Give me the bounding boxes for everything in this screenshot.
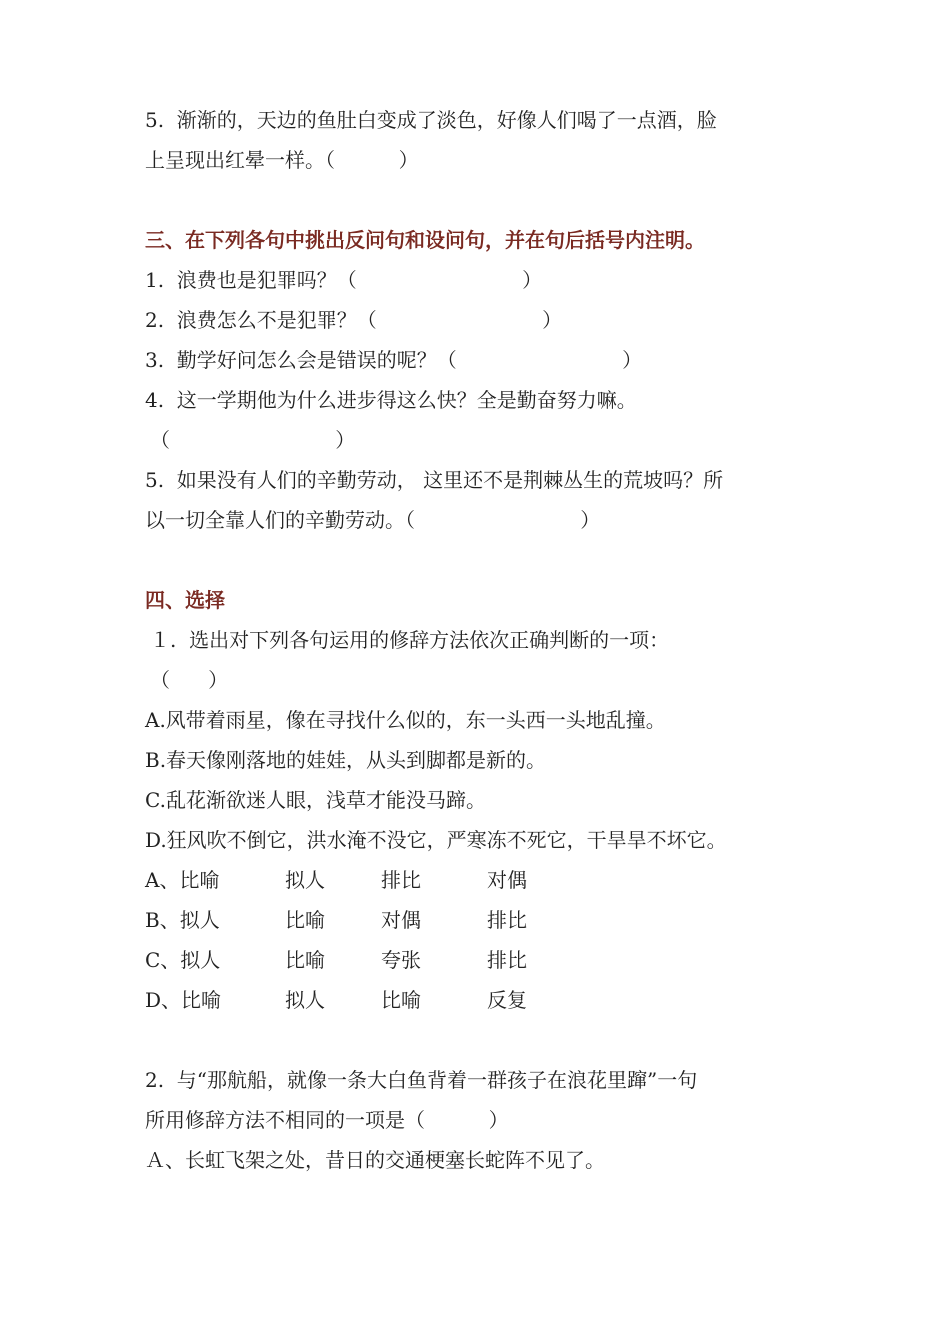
option-cell: 反复: [487, 988, 527, 1012]
s4-q2-line2: 所用修辞方法不相同的一项是（ ）: [145, 1108, 509, 1132]
option-cell: 夸张: [381, 948, 421, 972]
s3-q3: 3. 勤学好问怎么会是错误的呢？（ ）: [145, 348, 643, 372]
section3-heading: 三、在下列各句中挑出反问句和设问句，并在句后括号内注明。: [145, 228, 705, 252]
s3-q2: 2. 浪费怎么不是犯罪？（ ）: [145, 308, 563, 332]
option-cell: 比喻: [381, 988, 421, 1012]
option-cell: A、比喻: [145, 868, 220, 892]
option-cell: 对偶: [381, 908, 421, 932]
option-cell: 拟人: [285, 868, 325, 892]
s3-q5-line1: 5. 如果没有人们的辛勤劳动， 这里还不是荆棘丛生的荒坡吗？所: [145, 468, 724, 492]
option-cell: 排比: [487, 948, 527, 972]
option-cell: C、拟人: [145, 948, 221, 972]
s4-q2-line1: 2. 与“那航船，就像一条大白鱼背着一群孩子在浪花里蹿”一句: [145, 1068, 698, 1092]
s4-sentence-b: B.春天像刚落地的娃娃，从头到脚都是新的。: [145, 748, 547, 772]
s2-q5-line1: 5. 渐渐的，天边的鱼肚白变成了淡色，好像人们喝了一点酒，脸: [145, 108, 717, 132]
s3-q1: 1. 浪费也是犯罪吗？（ ）: [145, 268, 543, 292]
option-cell: 排比: [381, 868, 421, 892]
s4-q1-line1: １. 选出对下列各句运用的修辞方法依次正确判断的一项：: [150, 628, 670, 652]
option-cell: 比喻: [285, 948, 325, 972]
s3-q5-line2: 以一切全靠人们的辛勤劳动。（ ）: [145, 508, 601, 532]
s4-q2-option-a: Ａ、长虹飞架之处，昔日的交通梗塞长蛇阵不见了。: [145, 1148, 605, 1172]
s3-q4-line2: （ ）: [150, 428, 356, 452]
s3-q4-line1: 4. 这一学期他为什么进步得这么快？全是勤奋努力嘛。: [145, 388, 637, 412]
option-cell: 排比: [487, 908, 527, 932]
option-cell: B、拟人: [145, 908, 220, 932]
option-cell: 对偶: [487, 868, 527, 892]
s4-q1-line2: （ ）: [150, 668, 229, 692]
s4-sentence-c: C.乱花渐欲迷人眼，浅草才能没马蹄。: [145, 788, 486, 812]
s4-sentence-a: A.风带着雨星，像在寻找什么似的，东一头西一头地乱撞。: [145, 708, 666, 732]
option-cell: D、比喻: [145, 988, 222, 1012]
s2-q5-line2: 上呈现出红晕一样。（ ）: [145, 148, 419, 172]
option-cell: 比喻: [285, 908, 325, 932]
option-cell: 拟人: [285, 988, 325, 1012]
s4-sentence-d: D.狂风吹不倒它，洪水淹不没它，严寒冻不死它，干旱旱不坏它。: [145, 828, 727, 852]
section4-heading: 四、选择: [145, 588, 225, 612]
